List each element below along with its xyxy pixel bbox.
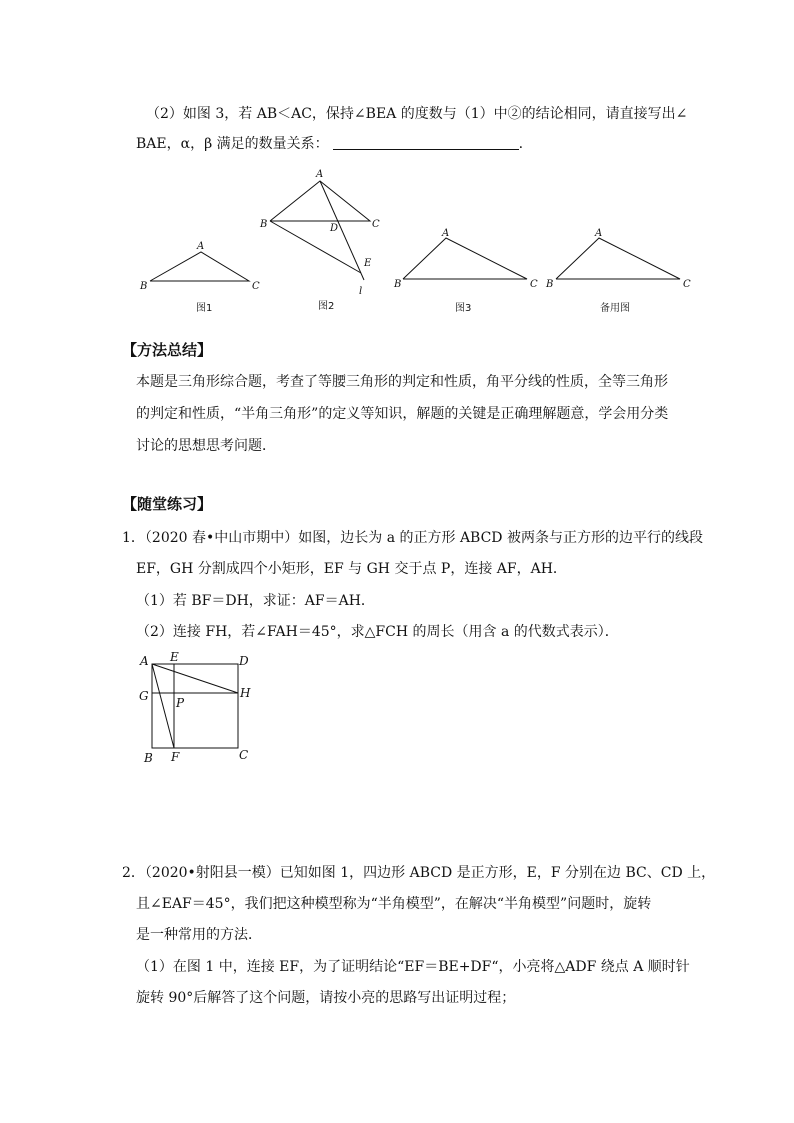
- sq-label-a: A: [140, 654, 149, 668]
- q2-sub-1-line-2: 旋转 90°后解答了这个问题，请按小亮的思路写出证明过程；: [136, 990, 516, 1006]
- sq-label-h: H: [240, 686, 251, 700]
- sq-label-b: B: [144, 751, 153, 765]
- figure-3: [393, 228, 538, 314]
- segment-af: [152, 664, 174, 748]
- fig1-label-a: A: [197, 241, 205, 252]
- practice-heading: 【随堂练习】: [122, 495, 213, 513]
- fig3-triangle: [403, 238, 527, 279]
- fig2-label-c: C: [372, 219, 380, 230]
- fig3-label-a: A: [442, 228, 450, 239]
- figure-1: [139, 241, 260, 314]
- fig1-caption: 图1: [196, 303, 213, 314]
- q1-sub-1: （1）若 BF＝DH，求证：AF＝AH．: [136, 593, 375, 609]
- fig2-label-a: A: [316, 169, 324, 180]
- fig4-label-c: C: [683, 279, 691, 290]
- part2-line2-text: BAE，α，β 满足的数量关系：: [136, 136, 329, 152]
- part2-line1: （2）如图 3，若 AB＜AC，保持∠BEA 的度数与（1）中②的结论相同，请直接写出∠: [146, 106, 688, 122]
- fig3-label-c: C: [530, 279, 538, 290]
- method-line-1: 本题是三角形综合题，考查了等腰三角形的判定和性质，角平分线的性质，全等三角形: [136, 374, 668, 390]
- q2-sub-1-line-1: （1）在图 1 中，连接 EF，为了证明结论“EF＝BE+DF“，小亮将△ADF 绕点 A 顺时针: [136, 959, 690, 975]
- fig1-triangle: [150, 252, 249, 281]
- fig4-caption: 备用图: [600, 303, 630, 314]
- fig3-label-b: B: [394, 279, 402, 290]
- sq-label-c: C: [239, 748, 249, 762]
- segment-ah: [152, 664, 238, 693]
- part2-line2: [136, 134, 523, 154]
- fig2-triangle: [270, 181, 370, 221]
- answer-blank[interactable]: [333, 135, 519, 150]
- fig2-caption: 图2: [318, 301, 335, 312]
- fig3-caption: 图3: [455, 303, 472, 314]
- square-abcd: [152, 664, 238, 748]
- sq-label-p: P: [176, 696, 185, 710]
- fig4-triangle: [556, 238, 680, 279]
- method-line-2: 的判定和性质，“半角三角形”的定义等知识，解题的关键是正确理解题意，学会用分类: [136, 406, 669, 422]
- figure-4: [545, 228, 691, 314]
- fig2-label-l: l: [359, 286, 363, 297]
- fig4-label-a: A: [595, 228, 603, 239]
- q2-line-1: 2．（2020•射阳县一模）已知如图 1，四边形 ABCD 是正方形，E，F 分别在边 BC、CD 上，: [122, 865, 716, 881]
- fig2-line-be: [270, 221, 361, 273]
- sq-label-e: E: [170, 650, 179, 664]
- sq-label-g: G: [139, 689, 149, 703]
- q1-line-1: 1．（2020 春•中山市期中）如图，边长为 a 的正方形 ABCD 被两条与正方形的边平行的线段: [122, 530, 703, 546]
- figures-row: [0, 160, 794, 330]
- fig1-label-c: C: [252, 281, 260, 292]
- fig4-label-b: B: [546, 279, 554, 290]
- method-heading: 【方法总结】: [122, 341, 213, 359]
- q1-sub-2: （2）连接 FH，若∠FAH＝45°，求△FCH 的周长（用含 a 的代数式表示）．: [136, 624, 619, 640]
- fig2-label-b: B: [260, 219, 268, 230]
- fig2-line-l: [320, 181, 364, 280]
- sq-label-f: F: [171, 750, 180, 764]
- sq-label-d: D: [239, 654, 249, 668]
- q2-line-2: 且∠EAF＝45°，我们把这种模型称为“半角模型”，在解决“半角模型”问题时，旋转: [136, 896, 652, 912]
- q1-figure: [136, 648, 276, 770]
- fig1-label-b: B: [140, 281, 148, 292]
- q2-line-3: 是一种常用的方法．: [136, 927, 262, 943]
- q1-line-2: EF，GH 分割成四个小矩形，EF 与 GH 交于点 P，连接 AF，AH．: [136, 561, 567, 577]
- fig2-label-d: D: [330, 223, 339, 234]
- fig2-label-e: E: [364, 258, 372, 269]
- method-line-3: 讨论的思想思考问题．: [136, 438, 276, 454]
- figure-2: [259, 169, 380, 312]
- part2-line2-end: .: [518, 136, 524, 152]
